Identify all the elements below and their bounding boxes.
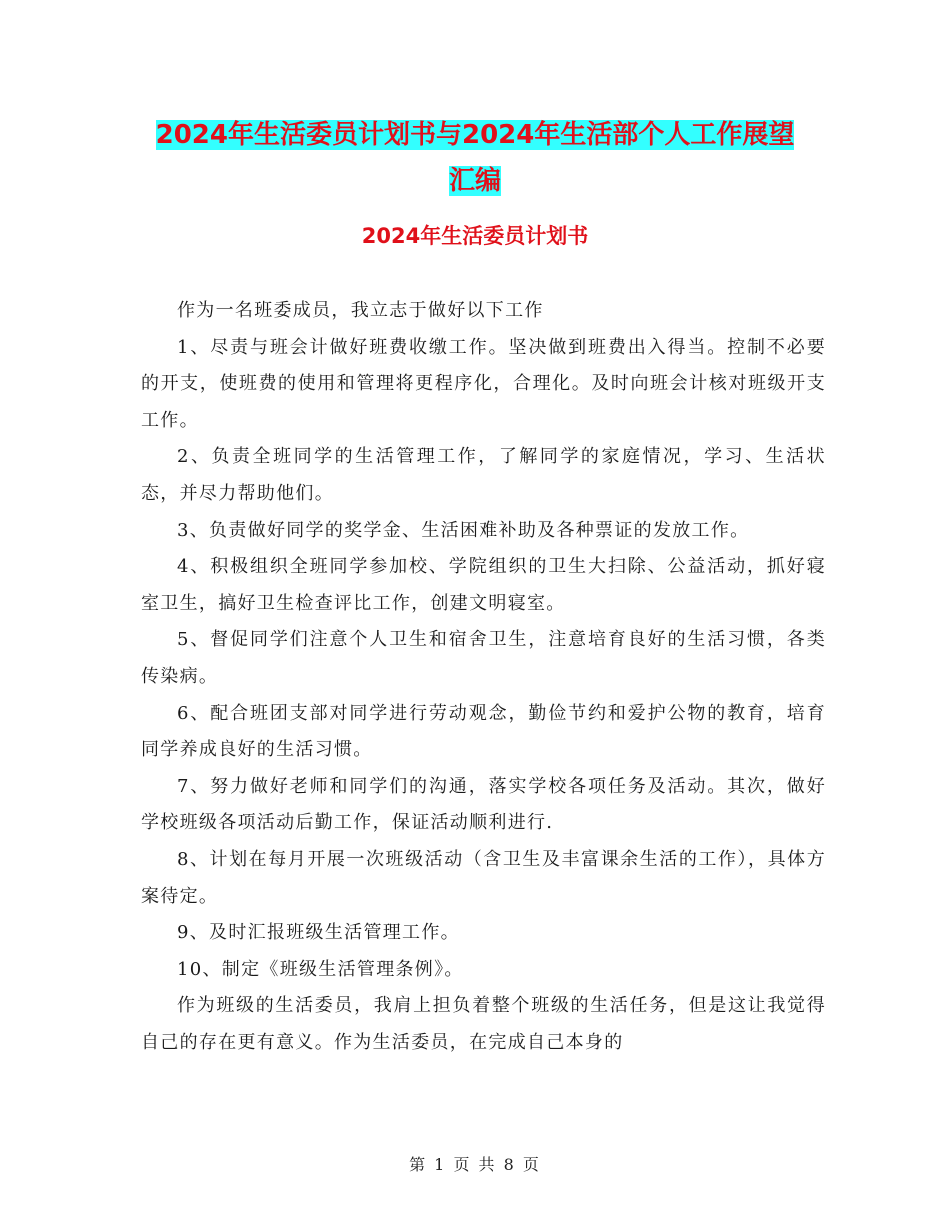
paragraph-item-4: 4、积极组织全班同学参加校、学院组织的卫生大扫除、公益活动，抓好寝室卫生，搞好卫生检查评比工作，创建文明寝室。 (141, 556, 826, 614)
page-footer: 第 1 页 共 8 页 (409, 1155, 541, 1174)
section-title: 2024年生活委员计划书 (361, 224, 589, 248)
paragraph-closing: 作为班级的生活委员，我肩上担负着整个班级的生活任务，但是这让我觉得自己的存在更有意义。作为生活委员，在完成自己本身的 (141, 995, 826, 1053)
paragraph-item-10: 10、制定《班级生活管理条例》。 (177, 958, 464, 980)
paragraph-item-6: 6、配合班团支部对同学进行劳动观念，勤俭节约和爱护公物的教育，培育同学养成良好的生活习惯。 (141, 702, 826, 761)
document-title-line2: 汇编 (448, 166, 501, 196)
paragraph-item-9: 9、及时汇报班级生活管理工作。 (177, 922, 460, 944)
paragraph-item-8: 8、计划在每月开展一次班级活动（含卫生及丰富课余生活的工作），具体方案待定。 (141, 848, 826, 907)
paragraph-item-3: 3、负责做好同学的奖学金、生活困难补助及各种票证的发放工作。 (177, 519, 750, 541)
paragraph-intro: 作为一名班委成员，我立志于做好以下工作 (177, 300, 544, 321)
document-title (0, 112, 950, 204)
paragraph-item-7: 7、努力做好老师和同学们的沟通，落实学校各项任务及活动。其次，做好学校班级各项活动后勤工作，保证活动顺利进行. (141, 775, 826, 834)
paragraph-item-5: 5、督促同学们注意个人卫生和宿舍卫生，注意培育良好的生活习惯，各类传染病。 (141, 629, 826, 687)
document-body (141, 293, 826, 1061)
paragraph-item-1: 1、尽责与班会计做好班费收缴工作。坚决做到班费出入得当。控制不必要的开支，使班费的使用和管理将更程序化，合理化。及时向班会计核对班级开支工作。 (141, 336, 826, 431)
paragraph-item-2: 2、负责全班同学的生活管理工作，了解同学的家庭情况，学习、生活状态，并尽力帮助他们。 (141, 446, 826, 504)
document-title-line1: 2024年生活委员计划书与2024年生活部个人工作展望 (155, 120, 795, 150)
